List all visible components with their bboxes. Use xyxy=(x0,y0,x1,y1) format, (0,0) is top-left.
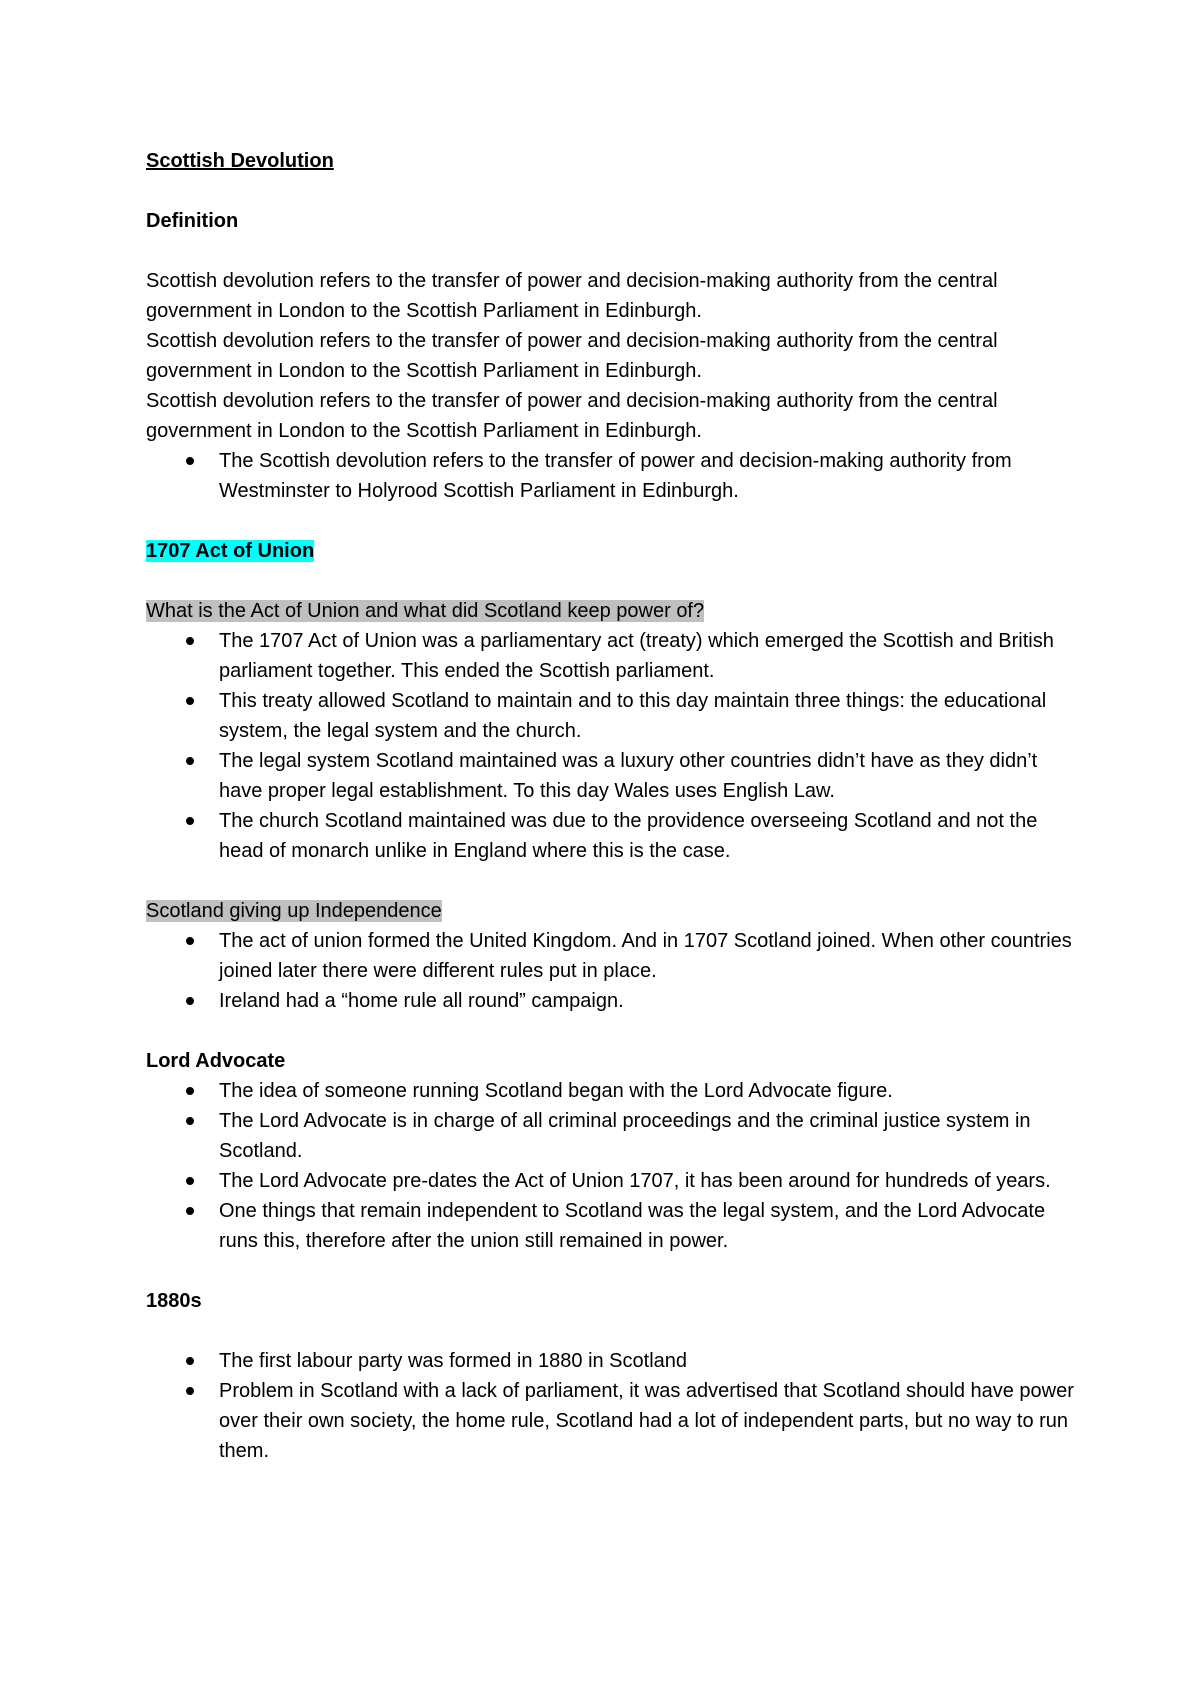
1880s-bullet-list xyxy=(146,1346,1076,1466)
act-of-union-heading-text: 1707 Act of Union xyxy=(146,540,315,562)
bullet-item: The 1707 Act of Union was a parliamentary act (treaty) which emerged the Scottish and British parliament together. This ended the Scottish parliament. xyxy=(146,626,1076,686)
act-of-union-subheading xyxy=(146,596,1076,626)
independence-subheading xyxy=(146,896,1076,926)
bullet-item: The act of union formed the United Kingdom. And in 1707 Scotland joined. When other countries joined later there were different rules put in place. xyxy=(146,926,1076,986)
act-of-union-subheading-text: What is the Act of Union and what did Scotland keep power of? xyxy=(146,600,705,622)
act-of-union-bullet-list xyxy=(146,626,1076,866)
bullet-item: The first labour party was formed in 1880 in Scotland xyxy=(146,1346,1076,1376)
document-body xyxy=(146,146,1076,1466)
bullet-item: The legal system Scotland maintained was a luxury other countries didn’t have as they didn’t have proper legal establishment. To this day Wales uses English Law. xyxy=(146,746,1076,806)
definition-paragraph: Scottish devolution refers to the transfer of power and decision-making authority from the central government in London to the Scottish Parliament in Edinburgh. xyxy=(146,330,998,382)
bullet-item: This treaty allowed Scotland to maintain and to this day maintain three things: the educational system, the legal system and the church. xyxy=(146,686,1076,746)
definition-paragraph: Scottish devolution refers to the transfer of power and decision-making authority from the central government in London to the Scottish Parliament in Edinburgh. xyxy=(146,270,998,322)
bullet-item: The Lord Advocate is in charge of all criminal proceedings and the criminal justice system in Scotland. xyxy=(146,1106,1076,1166)
bullet-item: The church Scotland maintained was due to the providence overseeing Scotland and not the head of monarch unlike in England where this is the case. xyxy=(146,806,1076,866)
definition-paragraph: Scottish devolution refers to the transfer of power and decision-making authority from the central government in London to the Scottish Parliament in Edinburgh. xyxy=(146,390,998,442)
definition-heading: Definition xyxy=(146,210,239,232)
bullet-item: The idea of someone running Scotland began with the Lord Advocate figure. xyxy=(146,1076,1076,1106)
lord-advocate-heading: Lord Advocate xyxy=(146,1050,286,1072)
document-title: Scottish Devolution xyxy=(146,150,334,172)
bullet-item: Ireland had a “home rule all round” campaign. xyxy=(146,986,1076,1016)
independence-subheading-text: Scotland giving up Independence xyxy=(146,900,442,922)
definition-bullet-list xyxy=(146,446,1076,506)
bullet-item: The Scottish devolution refers to the transfer of power and decision-making authority from Westminster to Holyrood Scottish Parliament in Edinburgh. xyxy=(146,446,1076,506)
act-of-union-heading xyxy=(146,536,1076,566)
bullet-item: One things that remain independent to Scotland was the legal system, and the Lord Advocate runs this, therefore after the union still remained in power. xyxy=(146,1196,1076,1256)
lord-advocate-bullet-list xyxy=(146,1076,1076,1256)
independence-bullet-list xyxy=(146,926,1076,1016)
bullet-item: The Lord Advocate pre-dates the Act of Union 1707, it has been around for hundreds of years. xyxy=(146,1166,1076,1196)
1880s-heading: 1880s xyxy=(146,1290,202,1312)
bullet-item: Problem in Scotland with a lack of parliament, it was advertised that Scotland should have power over their own society, the home rule, Scotland had a lot of independent parts, but no way to run them. xyxy=(146,1376,1076,1466)
